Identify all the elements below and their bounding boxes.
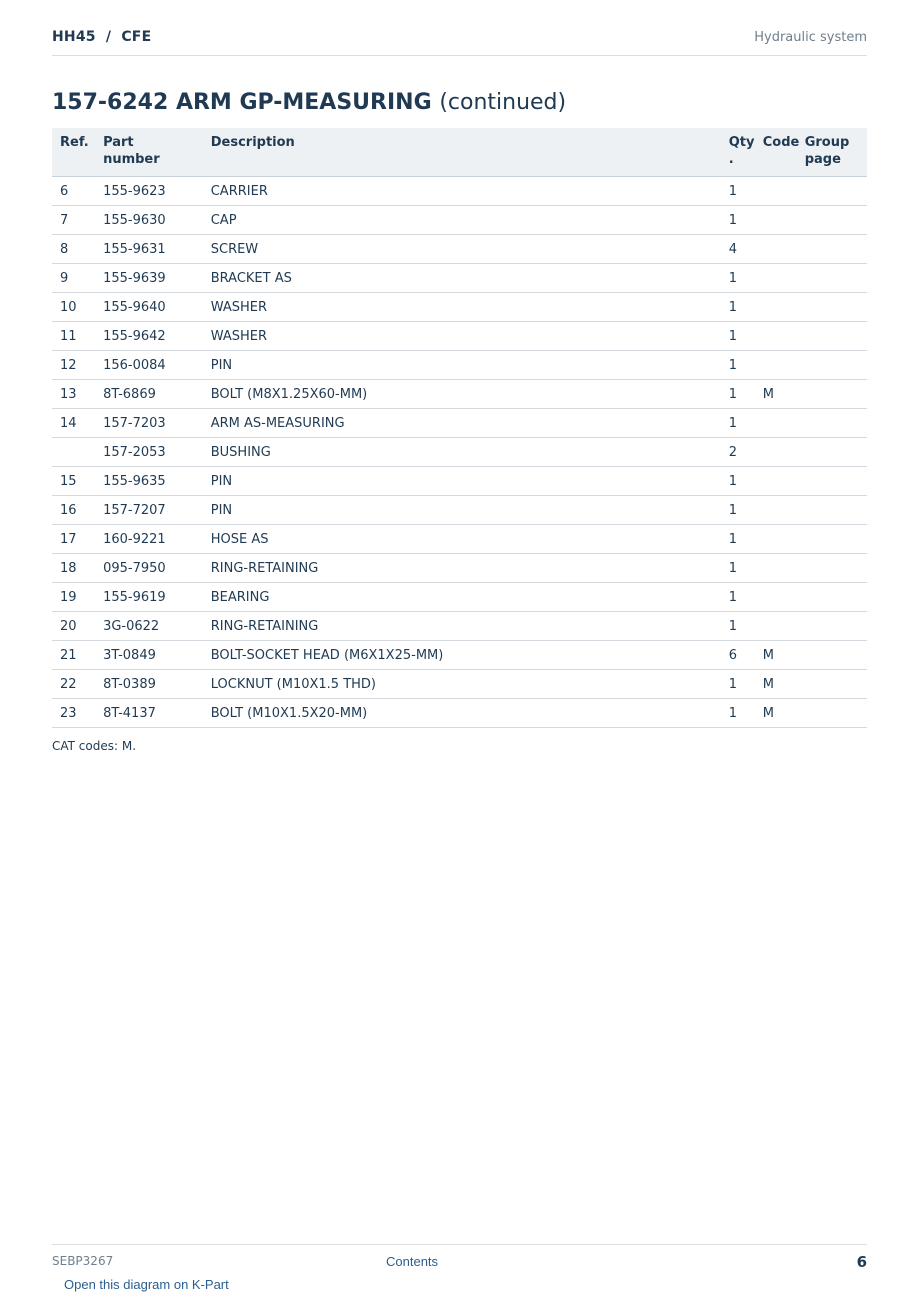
code-cell — [755, 177, 797, 206]
code-cell: M — [755, 380, 797, 409]
continued-label: (continued) — [439, 90, 567, 115]
code-cell — [755, 496, 797, 525]
cat-codes-note: CAT codes: M. — [52, 739, 137, 753]
description-cell: WASHER — [203, 293, 721, 322]
table-row — [52, 409, 867, 438]
group-page-cell — [797, 554, 867, 583]
section-name: Hydraulic system — [754, 30, 867, 45]
group-title: 157-6242 ARM GP-MEASURING — [52, 90, 432, 115]
column-header-ref: Ref. — [52, 128, 95, 177]
part-number-cell: 157-2053 — [95, 438, 203, 467]
part-number-cell: 155-9635 — [95, 467, 203, 496]
part-number-cell: 157-7203 — [95, 409, 203, 438]
code-cell — [755, 293, 797, 322]
description-cell: LOCKNUT (M10X1.5 THD) — [203, 670, 721, 699]
description-cell: SCREW — [203, 235, 721, 264]
qty-cell: 1 — [721, 264, 755, 293]
qty-cell: 1 — [721, 177, 755, 206]
parts-table-body — [52, 177, 867, 728]
qty-cell: 1 — [721, 525, 755, 554]
description-cell: CAP — [203, 206, 721, 235]
code-cell: M — [755, 641, 797, 670]
part-number-cell: 160-9221 — [95, 525, 203, 554]
ref-cell: 16 — [52, 496, 95, 525]
description-cell: BOLT (M10X1.5X20-MM) — [203, 699, 721, 728]
group-page-cell — [797, 235, 867, 264]
ref-cell: 17 — [52, 525, 95, 554]
qty-cell: 1 — [721, 554, 755, 583]
table-row — [52, 438, 867, 467]
qty-cell: 2 — [721, 438, 755, 467]
qty-cell: 6 — [721, 641, 755, 670]
qty-cell: 1 — [721, 351, 755, 380]
table-row — [52, 641, 867, 670]
group-page-cell — [797, 467, 867, 496]
code-cell — [755, 612, 797, 641]
group-page-cell — [797, 670, 867, 699]
group-page-cell — [797, 583, 867, 612]
part-number-cell: 155-9631 — [95, 235, 203, 264]
code-cell — [755, 322, 797, 351]
qty-cell: 1 — [721, 322, 755, 351]
code-cell — [755, 467, 797, 496]
code-cell — [755, 409, 797, 438]
code-cell — [755, 583, 797, 612]
table-row — [52, 467, 867, 496]
part-number-cell: 8T-0389 — [95, 670, 203, 699]
table-row — [52, 612, 867, 641]
table-row — [52, 583, 867, 612]
contents-link[interactable]: Contents — [386, 1254, 439, 1269]
page-footer — [52, 1244, 867, 1301]
description-cell: CARRIER — [203, 177, 721, 206]
qty-cell: 1 — [721, 670, 755, 699]
header-row — [52, 128, 867, 177]
description-cell: BRACKET AS — [203, 264, 721, 293]
column-header-group-page: Group page — [797, 128, 867, 177]
ref-cell: 7 — [52, 206, 95, 235]
ref-cell: 13 — [52, 380, 95, 409]
qty-cell: 1 — [721, 699, 755, 728]
table-row — [52, 177, 867, 206]
group-page-cell — [797, 380, 867, 409]
open-diagram-link[interactable]: Open this diagram on K-Part — [64, 1277, 229, 1292]
qty-cell: 1 — [721, 206, 755, 235]
code-cell — [755, 525, 797, 554]
ref-cell: 22 — [52, 670, 95, 699]
description-cell: BOLT (M8X1.25X60-MM) — [203, 380, 721, 409]
group-page-cell — [797, 641, 867, 670]
code-cell: M — [755, 670, 797, 699]
parts-table-header — [52, 128, 867, 177]
table-row — [52, 380, 867, 409]
ref-cell — [52, 438, 95, 467]
ref-cell: 18 — [52, 554, 95, 583]
qty-cell: 1 — [721, 467, 755, 496]
table-row — [52, 206, 867, 235]
ref-cell: 6 — [52, 177, 95, 206]
column-header-description: Description — [203, 128, 721, 177]
description-cell: PIN — [203, 467, 721, 496]
ref-cell: 23 — [52, 699, 95, 728]
part-number-cell: 8T-4137 — [95, 699, 203, 728]
ref-cell: 11 — [52, 322, 95, 351]
group-page-cell — [797, 206, 867, 235]
group-page-cell — [797, 525, 867, 554]
group-page-cell — [797, 351, 867, 380]
description-cell: RING-RETAINING — [203, 554, 721, 583]
description-cell: BUSHING — [203, 438, 721, 467]
description-cell: BEARING — [203, 583, 721, 612]
part-number-cell: 8T-6869 — [95, 380, 203, 409]
qty-cell: 1 — [721, 380, 755, 409]
ref-cell: 8 — [52, 235, 95, 264]
code-cell — [755, 351, 797, 380]
qty-cell: 4 — [721, 235, 755, 264]
parts-table — [52, 128, 867, 728]
table-row — [52, 235, 867, 264]
group-page-cell — [797, 264, 867, 293]
group-page-cell — [797, 438, 867, 467]
table-row — [52, 264, 867, 293]
qty-cell: 1 — [721, 409, 755, 438]
page-header — [52, 28, 867, 56]
table-row — [52, 293, 867, 322]
description-cell: BOLT-SOCKET HEAD (M6X1X25-MM) — [203, 641, 721, 670]
description-cell: PIN — [203, 496, 721, 525]
group-page-cell — [797, 496, 867, 525]
ref-cell: 10 — [52, 293, 95, 322]
description-cell: HOSE AS — [203, 525, 721, 554]
ref-cell: 19 — [52, 583, 95, 612]
code-cell — [755, 206, 797, 235]
document-id: SEBP3267 — [52, 1254, 114, 1268]
group-page-cell — [797, 699, 867, 728]
part-number-cell: 155-9623 — [95, 177, 203, 206]
table-row — [52, 496, 867, 525]
description-cell: ARM AS-MEASURING — [203, 409, 721, 438]
code-cell — [755, 438, 797, 467]
code-cell — [755, 264, 797, 293]
code-cell: M — [755, 699, 797, 728]
part-number-cell: 155-9619 — [95, 583, 203, 612]
part-number-cell: 3G-0622 — [95, 612, 203, 641]
qty-cell: 1 — [721, 583, 755, 612]
qty-cell: 1 — [721, 293, 755, 322]
ref-cell: 15 — [52, 467, 95, 496]
description-cell: RING-RETAINING — [203, 612, 721, 641]
part-number-cell: 3T-0849 — [95, 641, 203, 670]
part-number-cell: 095-7950 — [95, 554, 203, 583]
part-number-cell: 155-9630 — [95, 206, 203, 235]
table-row — [52, 670, 867, 699]
table-row — [52, 322, 867, 351]
part-number-cell: 155-9639 — [95, 264, 203, 293]
qty-cell: 1 — [721, 496, 755, 525]
group-page-cell — [797, 177, 867, 206]
column-header-part-number: Part number — [95, 128, 203, 177]
group-page-cell — [797, 293, 867, 322]
description-cell: WASHER — [203, 322, 721, 351]
column-header-qty: Qty . — [721, 128, 755, 177]
group-page-cell — [797, 322, 867, 351]
part-number-cell: 156-0084 — [95, 351, 203, 380]
page-number: 6 — [856, 1253, 867, 1271]
code-cell — [755, 235, 797, 264]
part-number-cell: 155-9642 — [95, 322, 203, 351]
machine-model: HH45 / CFE — [52, 29, 152, 45]
qty-cell: 1 — [721, 612, 755, 641]
part-number-cell: 155-9640 — [95, 293, 203, 322]
description-cell: PIN — [203, 351, 721, 380]
ref-cell: 12 — [52, 351, 95, 380]
code-cell — [755, 554, 797, 583]
ref-cell: 20 — [52, 612, 95, 641]
table-row — [52, 554, 867, 583]
page-title — [52, 89, 566, 117]
column-header-code: Code — [755, 128, 797, 177]
part-number-cell: 157-7207 — [95, 496, 203, 525]
table-row — [52, 351, 867, 380]
table-row — [52, 699, 867, 728]
group-page-cell — [797, 612, 867, 641]
table-row — [52, 525, 867, 554]
ref-cell: 14 — [52, 409, 95, 438]
ref-cell: 21 — [52, 641, 95, 670]
group-page-cell — [797, 409, 867, 438]
ref-cell: 9 — [52, 264, 95, 293]
